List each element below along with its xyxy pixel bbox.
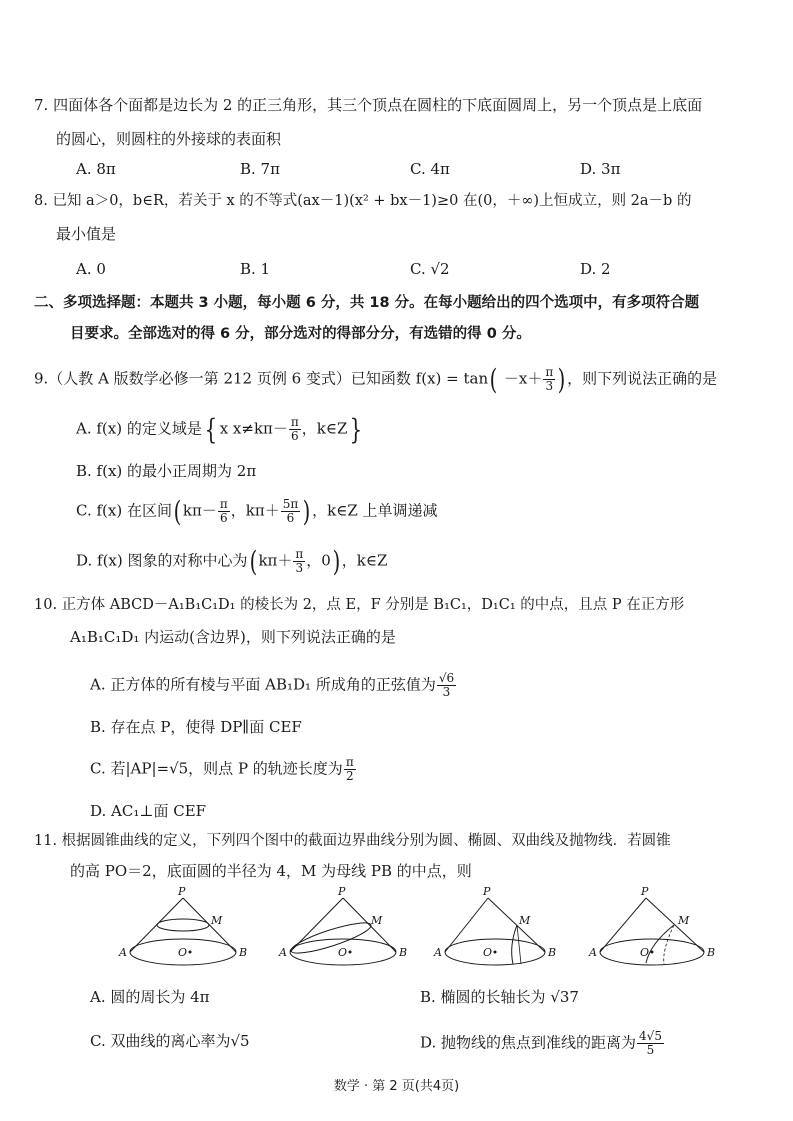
q7-option-a: A. 8π bbox=[76, 160, 116, 178]
cone-figures bbox=[118, 886, 728, 976]
section2-header-line2: 目要求。全部选对的得 6 分，部分选对的得部分分，有选错的得 0 分。 bbox=[70, 326, 531, 342]
cone3-label-o: O bbox=[483, 946, 493, 959]
q10-option-d: D. AC₁⊥面 CEF bbox=[90, 802, 207, 820]
q11-option-a: A. 圆的周长为 4π bbox=[90, 988, 210, 1006]
q7-option-b: B. 7π bbox=[240, 160, 280, 178]
cone1-center bbox=[189, 951, 192, 954]
cone2-label-b: B bbox=[399, 946, 408, 959]
cone-figure-circle bbox=[118, 886, 248, 976]
cone2-section-ellipse bbox=[289, 917, 374, 958]
cone4-center bbox=[651, 951, 654, 954]
cone1-label-p: P bbox=[178, 885, 186, 898]
cone1-label-m: M bbox=[211, 914, 223, 927]
cone3-label-b: B bbox=[548, 946, 557, 959]
q10-option-b: B. 存在点 P，使得 DP∥面 CEF bbox=[90, 718, 302, 736]
q9-option-d: D. f(x) 图象的对称中心为( kπ＋ $\frac{\pi}{3}$ ，0) ，k∈Z bbox=[76, 544, 388, 578]
cone-parabola-svg bbox=[588, 886, 718, 976]
cone3-label-p: P bbox=[483, 885, 491, 898]
q11-option-b: B. 椭圆的长轴长为 √37 bbox=[420, 988, 579, 1006]
q7-option-d: D. 3π bbox=[580, 160, 621, 178]
q8-option-a: A. 0 bbox=[76, 260, 106, 278]
cone2-label-m: M bbox=[371, 914, 383, 927]
cone4-generatrix-pa bbox=[600, 898, 646, 952]
cone4-label-b: B bbox=[707, 946, 716, 959]
cone-ellipse-svg bbox=[278, 886, 408, 976]
cone2-generatrix-pb bbox=[343, 898, 396, 952]
cone3-label-m: M bbox=[519, 914, 531, 927]
cone4-label-m: M bbox=[678, 914, 690, 927]
cone1-label-a: A bbox=[119, 946, 127, 959]
q8-option-d: D. 2 bbox=[580, 260, 611, 278]
cone3-center bbox=[494, 951, 497, 954]
cone3-label-a: A bbox=[434, 946, 442, 959]
cone1-label-o: O bbox=[178, 946, 188, 959]
q9-option-b: B. f(x) 的最小正周期为 2π bbox=[76, 462, 257, 480]
cone3-section-hyperbola bbox=[512, 925, 517, 964]
cone-hyperbola-svg bbox=[433, 886, 563, 976]
q9-stem-post: ，则下列说法正确的是 bbox=[567, 369, 718, 388]
q11-stem-line2: 的高 PO＝2，底面圆的半径为 4，M 为母线 PB 的中点，则 bbox=[70, 862, 472, 880]
cone-circle-svg bbox=[118, 886, 248, 976]
cone1-section-circle bbox=[157, 919, 209, 931]
cone4-label-o: O bbox=[640, 946, 650, 959]
page-footer: 数学 · 第 2 页(共4页) bbox=[333, 1079, 460, 1094]
q10-option-c: C. 若|AP|=√5，则点 P 的轨迹长度为 $\frac{\pi}{2}$ bbox=[90, 755, 354, 783]
cone1-label-b: B bbox=[239, 946, 248, 959]
cone2-label-o: O bbox=[338, 946, 348, 959]
cone-figure-parabola bbox=[588, 886, 718, 976]
q11-option-d: D. 抛物线的焦点到准线的距离为 $\frac{4√5}{5}$ bbox=[420, 1029, 662, 1057]
q9-option-c: C. f(x) 在区间( kπ－ $\frac{\pi}{6}$ ，kπ＋ $\frac{5\pi}{6}$ ) ，k∈Z 上单调递减 bbox=[76, 494, 438, 528]
q7-stem-line2: 的圆心，则圆柱的外接球的表面积 bbox=[56, 130, 282, 148]
cone3-generatrix-pa bbox=[445, 898, 488, 952]
q9-stem-arg: －x＋ bbox=[499, 369, 543, 388]
cone4-label-a: A bbox=[589, 946, 597, 959]
q10-stem-line1: 10. 正方体 ABCD－A₁B₁C₁D₁ 的棱长为 2，点 E，F 分别是 B₁C₁，D₁C₁ 的中点，且点 P 在正方形 bbox=[34, 597, 685, 613]
q11-stem-line1: 11. 根据圆锥曲线的定义，下列四个图中的截面边界曲线分别为圆、椭圆、双曲线及抛物线．若圆锥 bbox=[34, 833, 671, 849]
q8-option-c: C. √2 bbox=[410, 260, 450, 278]
q8-stem-line2: 最小值是 bbox=[56, 225, 117, 243]
cone-figure-ellipse bbox=[278, 886, 408, 976]
cone4-section-dashed bbox=[664, 925, 674, 964]
q8-option-b: B. 1 bbox=[240, 260, 271, 278]
cone4-section-parabola bbox=[646, 925, 674, 963]
q10-option-a: A. 正方体的所有棱与平面 AB₁D₁ 所成角的正弦值为 $\frac{√6}{3}$ bbox=[90, 671, 455, 699]
cone2-center bbox=[349, 951, 352, 954]
cone3-section-chord bbox=[517, 925, 521, 964]
cone2-label-p: P bbox=[338, 885, 346, 898]
cone4-label-p: P bbox=[641, 885, 649, 898]
q11-option-c: C. 双曲线的离心率为√5 bbox=[90, 1032, 250, 1050]
q9-stem: 9.（人教 A 版数学必修一第 212 页例 6 变式）已知函数 f(x) = tan( －x＋ $\frac{\pi}{3}$ ) ，则下列说法正确的是 bbox=[34, 362, 718, 396]
q8-stem-line1: 8. 已知 a＞0，b∈R，若关于 x 的不等式(ax－1)(x² + bx－1)≥0 在(0，＋∞)上恒成立，则 2a－b 的 bbox=[34, 193, 692, 209]
q9-option-a: A. f(x) 的定义域是{ x x≠kπ－ $\frac{\pi}{6}$ ，k∈Z} bbox=[76, 412, 363, 446]
q9-stem-pre: 9.（人教 A 版数学必修一第 212 页例 6 变式）已知函数 f(x) = tan bbox=[34, 369, 489, 388]
q7-option-c: C. 4π bbox=[410, 160, 450, 178]
q10-stem-line2: A₁B₁C₁D₁ 内运动(含边界)，则下列说法正确的是 bbox=[70, 628, 396, 646]
q7-stem-line1: 7. 四面体各个面都是边长为 2 的正三角形，其三个顶点在圆柱的下底面圆周上，另一个顶点是上底面 bbox=[34, 96, 703, 114]
q9-stem-frac: $\frac{\pi}{3}$ bbox=[545, 365, 554, 393]
cone2-label-a: A bbox=[279, 946, 287, 959]
cone-figure-hyperbola bbox=[433, 886, 563, 976]
section2-header-line1: 二、多项选择题：本题共 3 小题，每小题 6 分，共 18 分。在每小题给出的四个选项中，有多项符合题 bbox=[34, 295, 700, 311]
